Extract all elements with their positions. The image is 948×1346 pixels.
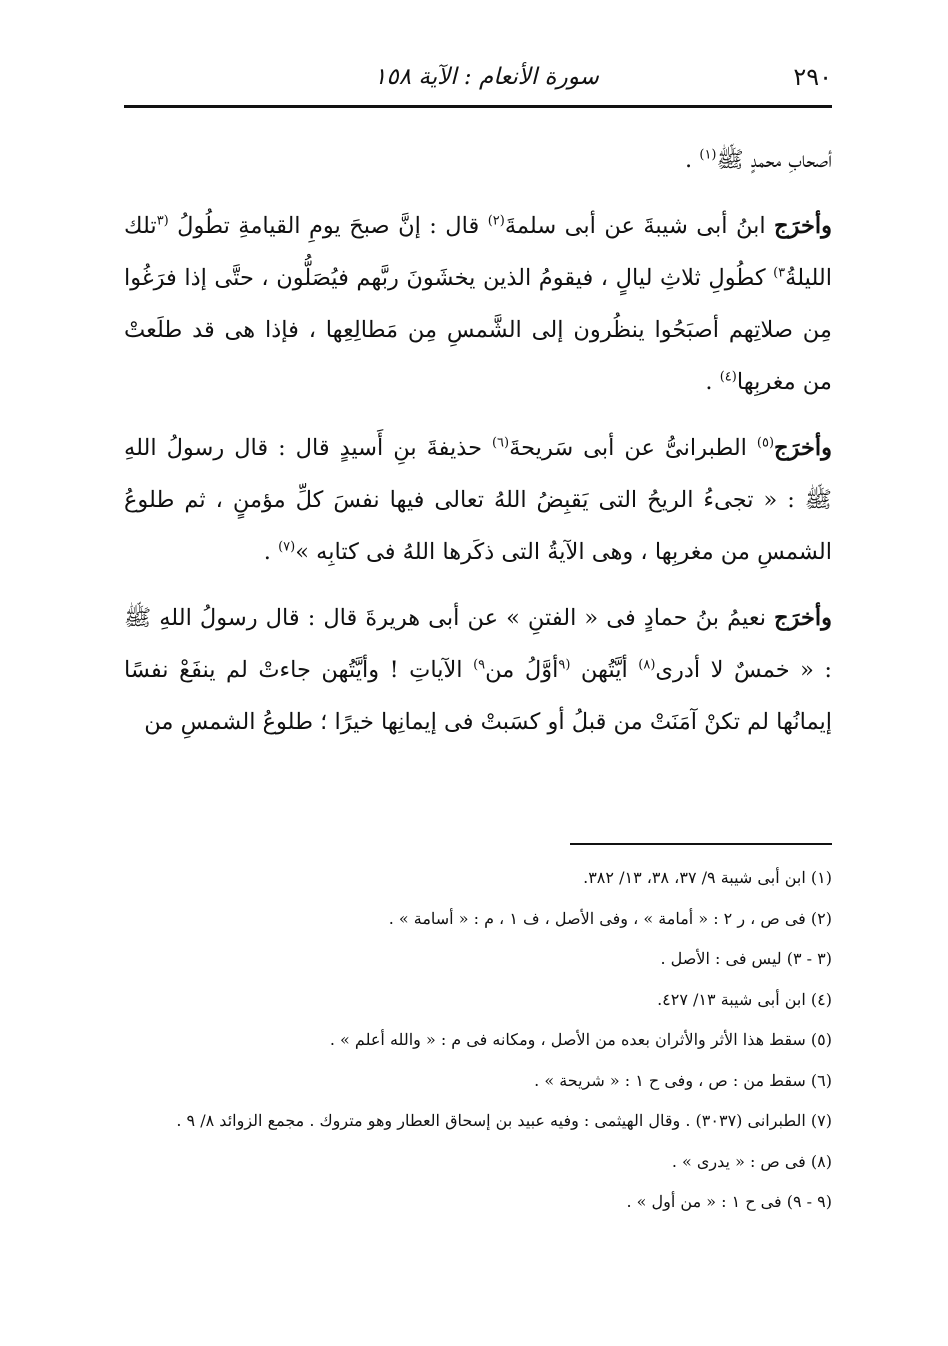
paragraph (124, 592, 832, 748)
text-segment: أصحابِ محمدٍ ﷺ (716, 147, 832, 173)
footnote: (١) ابن أبى شيبة ٩/ ٣٧، ٣٨، ١٣/ ٣٨٢. (583, 868, 832, 887)
footnote: (٧) الطبرانى (٣٠٣٧) . وقال الهيثمى : وفيه عبيد بن إسحاق العطار وهو متروك . مجمع الزوائد ٨/ ٩ . (176, 1111, 832, 1130)
paragraph (124, 422, 832, 578)
page-header (124, 56, 832, 98)
text-segment: الآياتِ ! وأيَّتُهن جاءتْ لم ينفَعْ نفسًا إيمانُها لم تكنْ آمَنَتْ من قبلُ أو كسَبتْ فى إيمانِها خيرًا ؛ طلوعُ الشمسِ من (124, 657, 832, 735)
text-segment: . (705, 369, 720, 395)
footnote-marker: (٥) (756, 435, 775, 451)
text-segment: قال : إنَّ صبحَ يومِ القيامةِ تطُولُ (168, 213, 488, 239)
footnote-marker: (٩ (558, 657, 571, 673)
text-segment: أوَّلُ من (485, 657, 559, 683)
footnote: (٢) فى ص ، ر ٢ : « أمامة » ، وفى الأصل ، ف ١ ، م : « أسامة » . (388, 908, 832, 928)
main-text (124, 134, 832, 748)
footnote-divider (570, 843, 832, 845)
footnote-marker: (٢) (487, 213, 505, 229)
text-segment: نعيمُ بنُ حمادٍ فى « الفتنِ » عن أبى هريرةَ قال : قال رسولُ اللهِ ﷺ : « خمسٌ لا أدرى (124, 605, 833, 683)
footnote-marker: (٤) (719, 369, 737, 385)
running-title: سورة الأنعام : الآية ١٥٨ (374, 64, 599, 90)
footnote: (٤) ابن أبى شيبة ١٣/ ٤٢٧. (657, 989, 832, 1009)
footnote-marker: ٩) (473, 657, 486, 673)
paragraph-lead-word: وأخرَج (774, 605, 832, 631)
footnote: (٨) فى ص : « يدرى » . (671, 1151, 832, 1171)
footnote-marker: (٧) (278, 539, 296, 555)
footnote-marker: (٦) (491, 435, 510, 451)
paragraph (124, 200, 832, 408)
footnote: (٣ - ٣) ليس فى : الأصل . (660, 949, 832, 968)
text-segment: الطبرانىُّ عن أبى سَريحةَ (509, 435, 757, 461)
footnote: (٦) سقط من : ص ، وفى ح ١ : « شريحة » . (534, 1070, 832, 1090)
footnote-marker: (٣ (156, 213, 169, 229)
paragraph-lead-word: وأخرَج (774, 435, 832, 461)
text-segment: كطُولِ ثلاثِ ليالٍ ، فيقومُ الذين يخشَونَ ربَّهم فيُصَلُّون ، حتَّى إذا فرَغُوا مِن صلاتِهم أصبَحُوا ينظُرون إلى الشَّمسِ مِن مَطالِعِها ، فإذا هى قد طلَعتْ من مغربِها (124, 265, 832, 395)
text-segment: تلك الليلةُ (124, 213, 832, 291)
footnote-marker: (١) (699, 147, 717, 163)
text-segment: أيَّتُهن (570, 657, 639, 683)
footnote: (٥) سقط هذا الأثر والأثران بعده من الأصل ، ومكانه فى م : « والله أعلم » . (329, 1030, 832, 1049)
paragraph (124, 134, 832, 186)
footnote: (٩ - ٩) فى ح ١ : « من أول » . (626, 1192, 832, 1211)
footnotes (124, 858, 832, 1223)
text-segment: . (263, 539, 279, 565)
footnote-marker: (٨) (638, 657, 656, 673)
page-number: ٢٩٠ (793, 63, 832, 91)
text-segment: . (685, 147, 700, 173)
text-segment: ابنُ أبى شيبةَ عن أبى سلمةَ (504, 213, 775, 239)
header-divider (124, 105, 832, 108)
paragraph-lead-word: وأخرَج (774, 213, 832, 239)
footnote-marker: ٣) (773, 265, 786, 281)
text-segment: حذيفةَ بنِ أَسيدٍ قال : قال رسولُ اللهِ ﷺ : « تجىءُ الريحُ التى يَقبِضُ اللهُ تعالى فيها نفسَ كلِّ مؤمنٍ ، ثم طلوعُ الشمسِ من مغربِها ، وهى الآيةُ التى ذكَرها اللهُ فى كتابِه » (124, 435, 832, 565)
